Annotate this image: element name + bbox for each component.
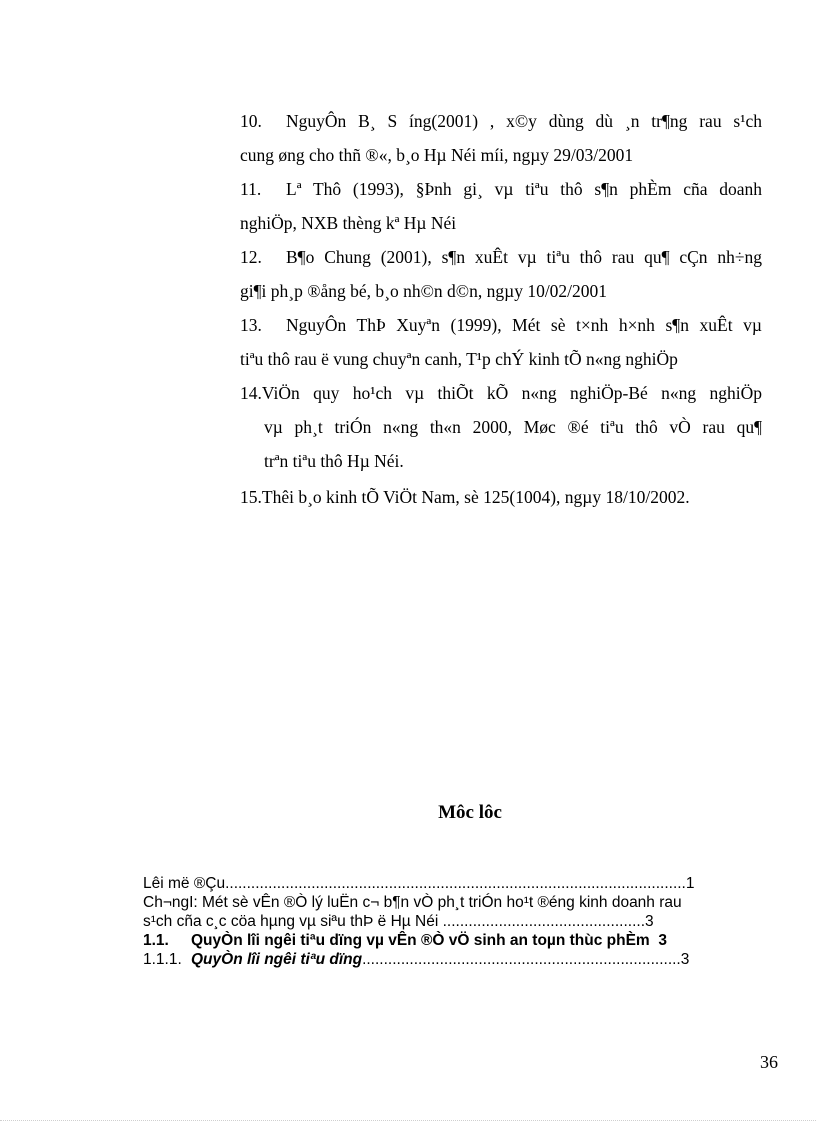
reference-text: Thêi b¸o kinh tÕ ViÖt Nam, sè 125(1004), ngµy 18/10/2002. xyxy=(261,487,690,507)
page-number: 36 xyxy=(760,1052,778,1072)
toc-page-number: 3 xyxy=(680,951,690,968)
toc-page-number: 3 xyxy=(645,913,654,930)
reference-text: trªn tiªu thô Hµ Néi. xyxy=(264,451,404,471)
table-of-contents xyxy=(143,874,763,969)
reference-number: 11. xyxy=(240,179,262,199)
toc-title: Môc lôc xyxy=(438,802,502,823)
toc-entry[interactable]: Ch¬ngI: Mét sè vÊn ®Ò lý luËn c¬ b¶n vÒ ph¸t triÓn ho¹t ®éng kinh doanh rau xyxy=(143,894,682,911)
reference-text: gi¶i ph¸p ®ång bé, b¸o nh©n d©n, ngµy 10/02/2001 xyxy=(240,281,608,301)
reference-number: 15. xyxy=(240,487,262,507)
reference-number: 14. xyxy=(240,383,262,403)
toc-section-number: 1.1.1. xyxy=(143,951,182,968)
reference-number: 13. xyxy=(240,315,262,335)
reference-11 xyxy=(240,172,762,240)
toc-page-number: 1 xyxy=(685,875,695,892)
reference-number: 12. xyxy=(240,247,262,267)
toc-page-number: 3 xyxy=(658,932,667,949)
toc-section-number: 1.1. xyxy=(143,932,169,949)
reference-text: ViÖn quy ho¹ch vµ thiÕt kÕ n«ng nghiÖp-Bé n«ng nghiÖp xyxy=(261,383,762,403)
toc-entry[interactable]: Lêi më ®Çu...........................................................................................................1 xyxy=(143,875,695,892)
reference-14 xyxy=(240,376,762,478)
toc-entry-continuation[interactable]: s¹ch cña c¸c cöa hµng vµ siªu thÞ ë Hµ Néi ...............................................3 xyxy=(143,913,654,930)
page-edge-divider xyxy=(0,1120,816,1121)
reference-13 xyxy=(240,308,762,376)
reference-text: B¶o Chung (2001), s¶n xuÊt vµ tiªu thô rau qu¶ cÇn nh÷ng xyxy=(286,247,762,267)
reference-text: Lª Thô (1993), §Þnh gi¸ vµ tiªu thô s¶n phÈm cña doanh xyxy=(286,179,762,199)
reference-text: vµ ph¸t triÓn n«ng th«n 2000, Møc ®é tiªu thô vÒ rau qu¶ xyxy=(264,417,762,437)
toc-entry[interactable]: 1.1. QuyÒn lîi ngêi tiªu dïng vµ vÊn ®Ò vÖ sinh an toµn thùc phÈm 3 xyxy=(143,932,667,949)
reference-text: NguyÔn B¸ S íng(2001) , x©y dùng dù ¸n tr¶ng rau s¹ch xyxy=(286,111,762,131)
reference-12 xyxy=(240,240,762,308)
reference-number: 10. xyxy=(240,111,262,131)
reference-text: NguyÔn ThÞ Xuyªn (1999), Mét sè t×nh h×nh s¶n xuÊt vµ xyxy=(286,315,762,335)
reference-text: cung øng cho thñ ®«, b¸o Hµ Néi míi, ngµy 29/03/2001 xyxy=(240,145,634,165)
reference-15 xyxy=(240,480,762,514)
reference-text: tiªu thô rau ë vung chuyªn canh, T¹p chÝ kinh tÕ n«ng nghiÖp xyxy=(240,349,678,369)
reference-10 xyxy=(240,104,762,172)
toc-entry[interactable]: 1.1.1. QuyÒn lîi ngêi tiªu dïng..........................................................................3 xyxy=(143,951,690,968)
reference-text: nghiÖp, NXB thèng kª Hµ Néi xyxy=(240,213,457,233)
